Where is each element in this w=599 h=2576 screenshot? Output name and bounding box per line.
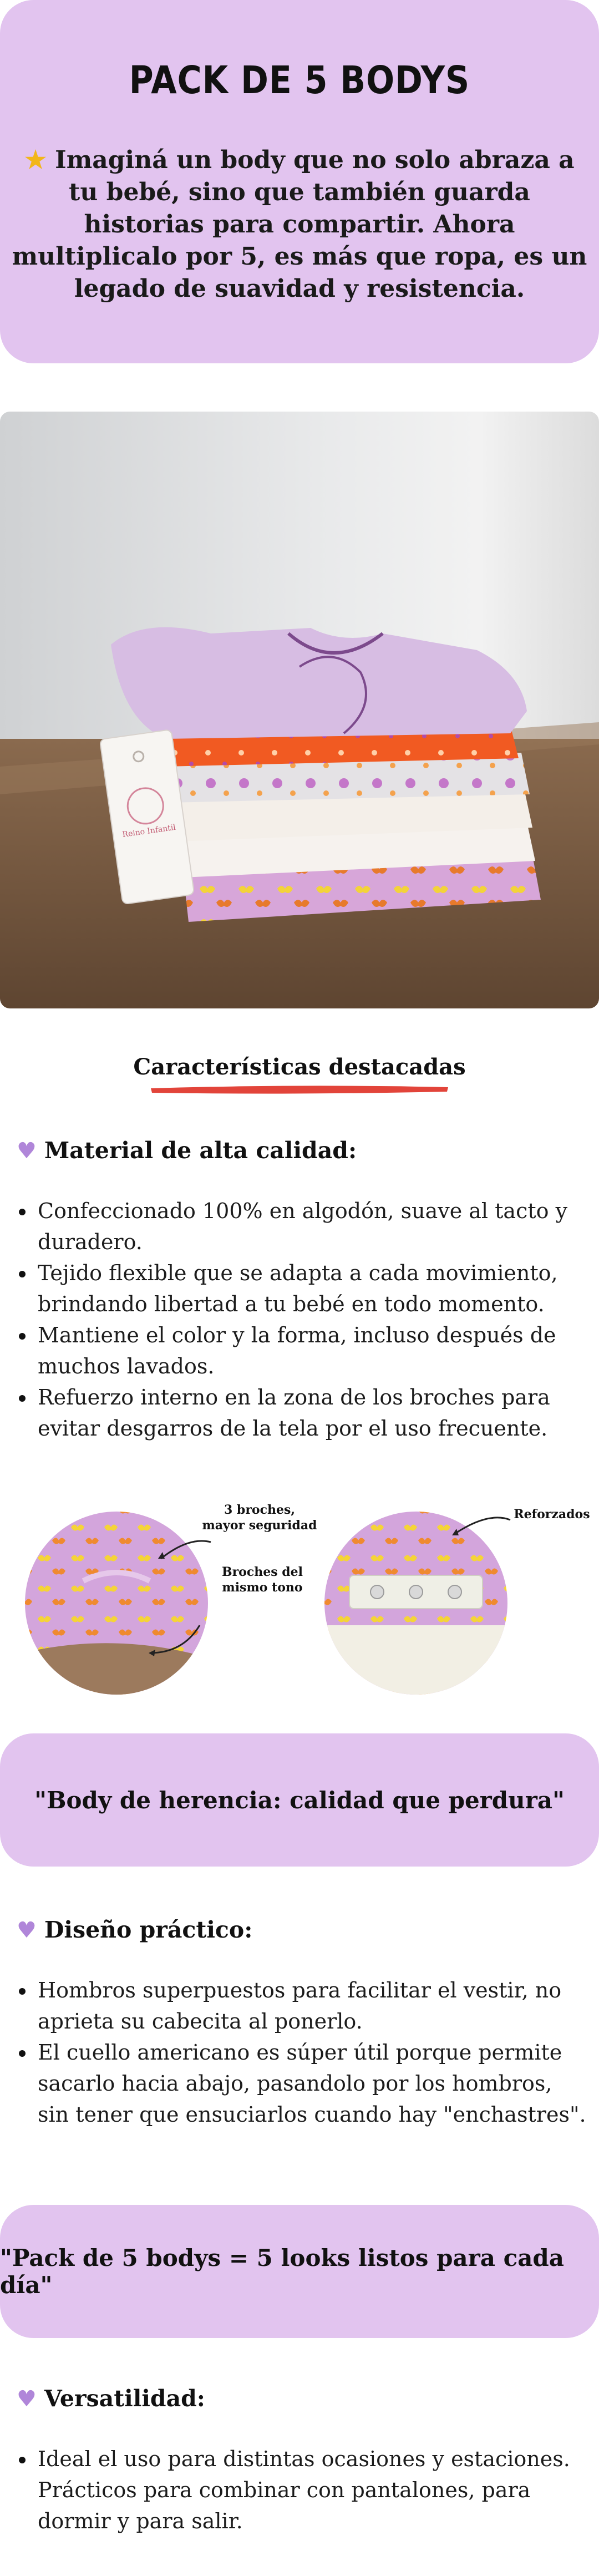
underline-stroke xyxy=(149,1083,451,1095)
quote-card-heritage xyxy=(0,1733,599,1867)
annotation-tone: Broches del mismo tono xyxy=(221,1565,303,1595)
detail-photos xyxy=(0,1487,599,1697)
versatility-heading-text: Versatilidad: xyxy=(44,2385,205,2412)
material-heading-text: Material de alta calidad: xyxy=(44,1137,357,1164)
quote-card-looks xyxy=(0,2205,599,2338)
snaps-closeup xyxy=(22,1509,211,1697)
reinforced-closeup xyxy=(322,1509,510,1697)
heart-icon: ♥ xyxy=(17,1137,37,1164)
annotation-reinforced: Reforzados xyxy=(514,1507,590,1522)
versatility-heading xyxy=(17,2385,205,2412)
star-icon: ★ xyxy=(24,146,47,174)
design-list xyxy=(17,1975,588,2130)
tag-brand-text: Reino Infantil xyxy=(121,823,176,840)
design-heading xyxy=(17,1916,252,1943)
features-heading: Características destacadas xyxy=(133,1054,466,1080)
hero-description xyxy=(11,144,588,305)
list-item: Ideal el uso para distintas ocasiones y estaciones. Prácticos para combinar con pantalones, para dormir y para salir. xyxy=(17,2443,588,2537)
hero-description-text: Imaginá un body que no solo abraza a tu bebé, sino que también guarda historias para compartir. Ahora multiplicalo por 5, es más que ropa, es un legado de suavidad y resistencia. xyxy=(12,146,587,303)
material-list xyxy=(17,1195,588,1444)
page-title: PACK DE 5 BODYS xyxy=(129,58,470,103)
material-heading xyxy=(17,1137,357,1164)
design-heading-text: Diseño práctico: xyxy=(44,1916,253,1943)
heart-icon: ♥ xyxy=(17,1916,37,1943)
product-photo xyxy=(0,412,599,1008)
list-item: El cuello americano es súper útil porque permite sacarlo hacia abajo, pasandolo por los hombros, sin tener que ensuciarlos cuando hay "enchastres". xyxy=(17,2037,588,2130)
quote-text: "Pack de 5 bodys = 5 looks listos para cada día" xyxy=(0,2244,564,2299)
quote-text: "Body de herencia: calidad que perdura" xyxy=(34,1786,565,1814)
hero-card xyxy=(0,0,599,363)
list-item: Mantiene el color y la forma, incluso después de muchos lavados. xyxy=(17,1320,588,1382)
list-item: Confeccionado 100% en algodón, suave al tacto y duradero. xyxy=(17,1195,588,1257)
annotation-snaps: 3 broches, mayor seguridad xyxy=(202,1503,317,1533)
list-item: Refuerzo interno en la zona de los broches para evitar desgarros de la tela por el uso frecuente. xyxy=(17,1382,588,1444)
list-item: Tejido flexible que se adapta a cada movimiento, brindando libertad a tu bebé en todo momento. xyxy=(17,1257,588,1320)
heart-icon: ♥ xyxy=(17,2385,37,2412)
list-item: Hombros superpuestos para facilitar el vestir, no aprieta su cabecita al ponerlo. xyxy=(17,1975,588,2037)
versatility-list xyxy=(17,2443,588,2537)
